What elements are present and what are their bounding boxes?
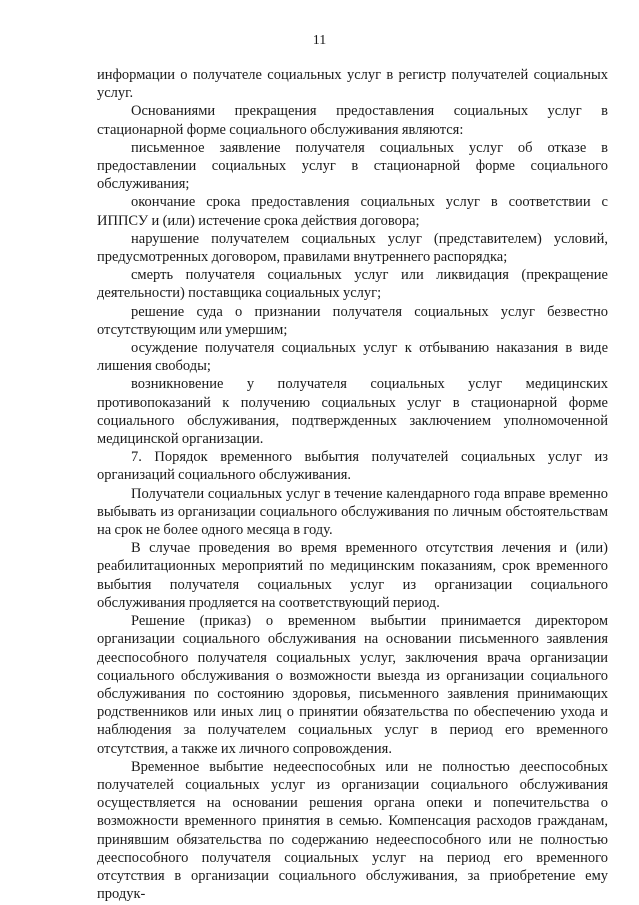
paragraph: В случае проведения во время временного отсутствия лечения и (или) реабилитационных мероприятий по медицинским показаниям, срок временного выбытия получателя социальных услуг из организации социального обслуживания продляется на соответствующий период.	[97, 540, 608, 611]
paragraph: решение суда о признании получателя социальных услуг безвестно отсутствующим или умершим;	[97, 303, 608, 338]
paragraph: Временное выбытие недееспособных или не полностью дееспособных получателей социальных услуг из организации социального обслуживания осуществляется на основании решения органа опеки и попечительства о возможности временного принятия в семью. Компенсация расходов гражданам, принявшим обязательства по содержанию недееспособного или не полностью дееспособного получателя социальных услуг на период его временного отсутствия в организации социального обслуживания, за приобретение ему продук-	[97, 758, 608, 903]
paragraph: нарушение получателем социальных услуг (представителем) условий, предусмотренных договором, правилами внутреннего распорядка;	[97, 230, 608, 266]
paragraph: 7. Порядок временного выбытия получателей социальных услуг из организаций социального обслуживания.	[97, 449, 608, 484]
paragraph: окончание срока предоставления социальных услуг в соответствии с ИППСУ и (или) истечение срока действия договора;	[97, 194, 608, 229]
paragraph: осуждение получателя социальных услуг к отбыванию наказания в виде лишения свободы;	[97, 340, 608, 375]
page-number: 11	[312, 33, 327, 48]
paragraph: Решение (приказ) о временном выбытии принимается директором организации социального обслуживания на основании письменного заявления дееспособного получателя социальных услуг, заключения врача организации социального обслуживания о возможности выезда из организации социального обслуживания по состоянию здоровья, письменного заявления принимающих родственников или иных лиц о принятии обязательства по обеспечению ухода и наблюдения за получателем социальных услуг в период его временного отсутствия, а также их личного сопровождения.	[97, 613, 608, 757]
body-text	[97, 66, 608, 903]
paragraph: смерть получателя социальных услуг или ликвидация (прекращение деятельности) поставщика социальных услуг;	[97, 267, 608, 302]
paragraph: возникновение у получателя социальных услуг медицинских противопоказаний к получению социальных услуг в стационарной форме социального обслуживания, подтвержденных заключением уполномоченной медицинской организации.	[97, 376, 608, 448]
paragraph: Получатели социальных услуг в течение календарного года вправе временно выбывать из организации социального обслуживания по личным обстоятельствам на срок не более одного месяца в году.	[97, 485, 608, 539]
paragraph: письменное заявление получателя социальных услуг об отказе в предоставлении социальных услуг в стационарной форме социального обслуживания;	[97, 139, 608, 193]
paragraph: информации о получателе социальных услуг в регистр получателей социальных услуг.	[97, 67, 608, 102]
paragraph: Основаниями прекращения предоставления социальных услуг в стационарной форме социального обслуживания являются:	[97, 103, 608, 138]
